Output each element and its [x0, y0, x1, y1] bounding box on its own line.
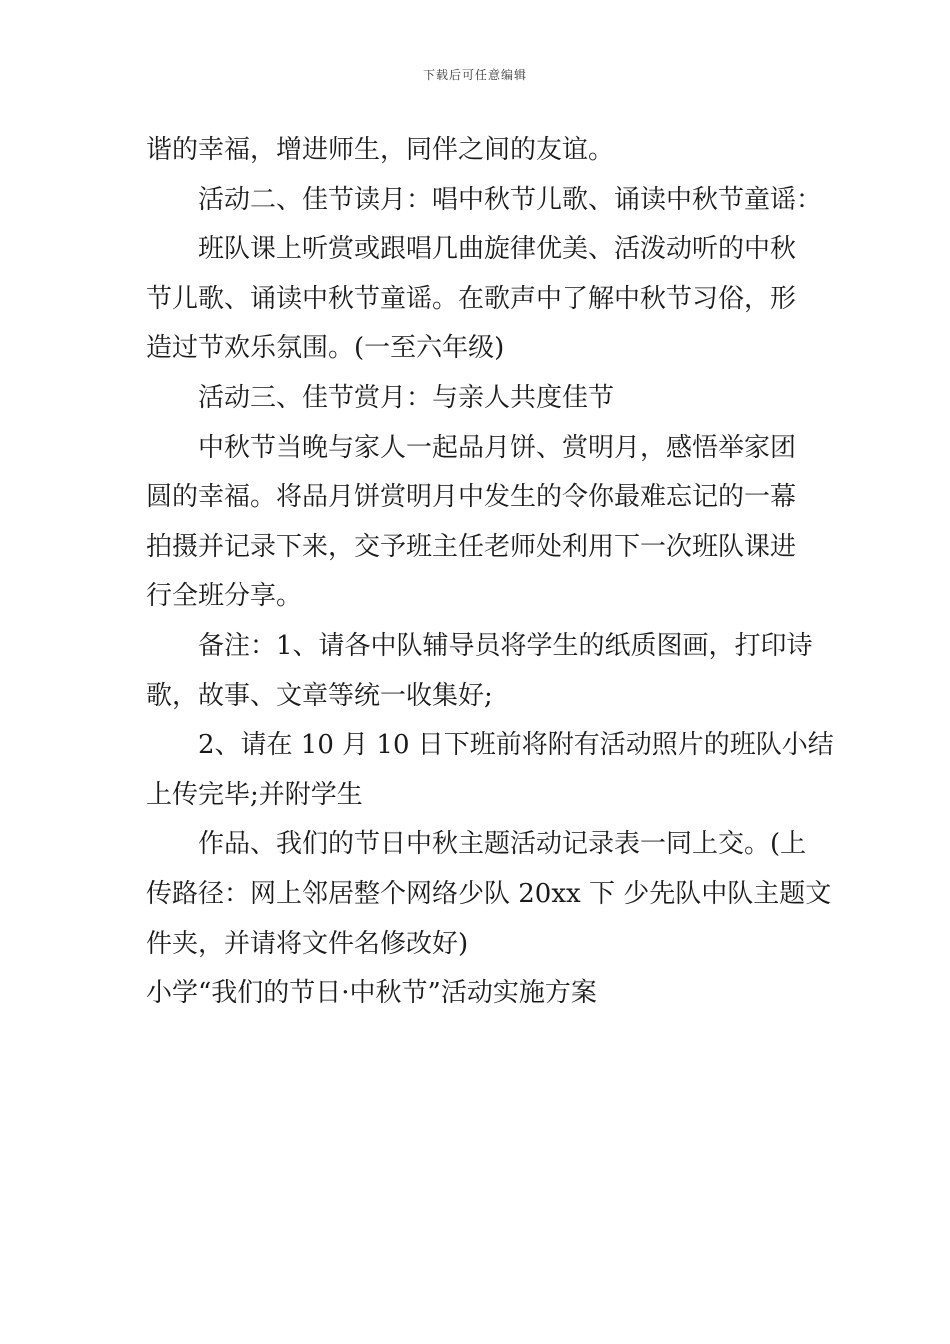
paragraph-line: 拍摄并记录下来，交予班主任老师处利用下一次班队课进	[146, 531, 797, 562]
paragraph-line: 上传完毕;并附学生	[146, 779, 363, 810]
document-title: 小学“我们的节日·中秋节”活动实施方案	[146, 978, 597, 1009]
page-header-note: 下载后可任意编辑	[422, 68, 527, 82]
paragraph-line: 行全班分享。	[146, 581, 303, 612]
paragraph-line: 件夹，并请将文件名修改好)	[146, 928, 469, 959]
paragraph-line: 歌，故事、文章等统一收集好;	[146, 680, 493, 711]
paragraph-line: 节儿歌、诵读中秋节童谣。在歌声中了解中秋节习俗，形	[146, 283, 797, 314]
paragraph-line: 备注：1、请各中队辅导员将学生的纸质图画，打印诗	[198, 630, 813, 661]
paragraph-line: 活动三、佳节赏月：与亲人共度佳节	[198, 382, 615, 413]
paragraph-line: 中秋节当晚与家人一起品月饼、赏明月，感悟举家团	[198, 432, 797, 463]
document-body	[146, 126, 834, 1019]
paragraph-line: 传路径：网上邻居整个网络少队 20xx 下 少先队中队主题文	[146, 878, 832, 909]
paragraph-line: 2、请在 10 月 10 日下班前将附有活动照片的班队小结	[198, 730, 834, 761]
paragraph-line: 谐的幸福，增进师生，同伴之间的友谊。	[146, 135, 615, 165]
paragraph-line: 活动二、佳节读月：唱中秋节儿歌、诵读中秋节童谣：	[198, 184, 823, 215]
paragraph-line: 圆的幸福。将品月饼赏明月中发生的令你最难忘记的一幕	[146, 482, 797, 513]
paragraph-line: 作品、我们的节日中秋主题活动记录表一同上交。(上	[198, 829, 807, 860]
paragraph-line: 造过节欢乐氛围。(一至六年级)	[146, 333, 505, 364]
paragraph-line: 班队课上听赏或跟唱几曲旋律优美、活泼动听的中秋	[198, 234, 797, 265]
